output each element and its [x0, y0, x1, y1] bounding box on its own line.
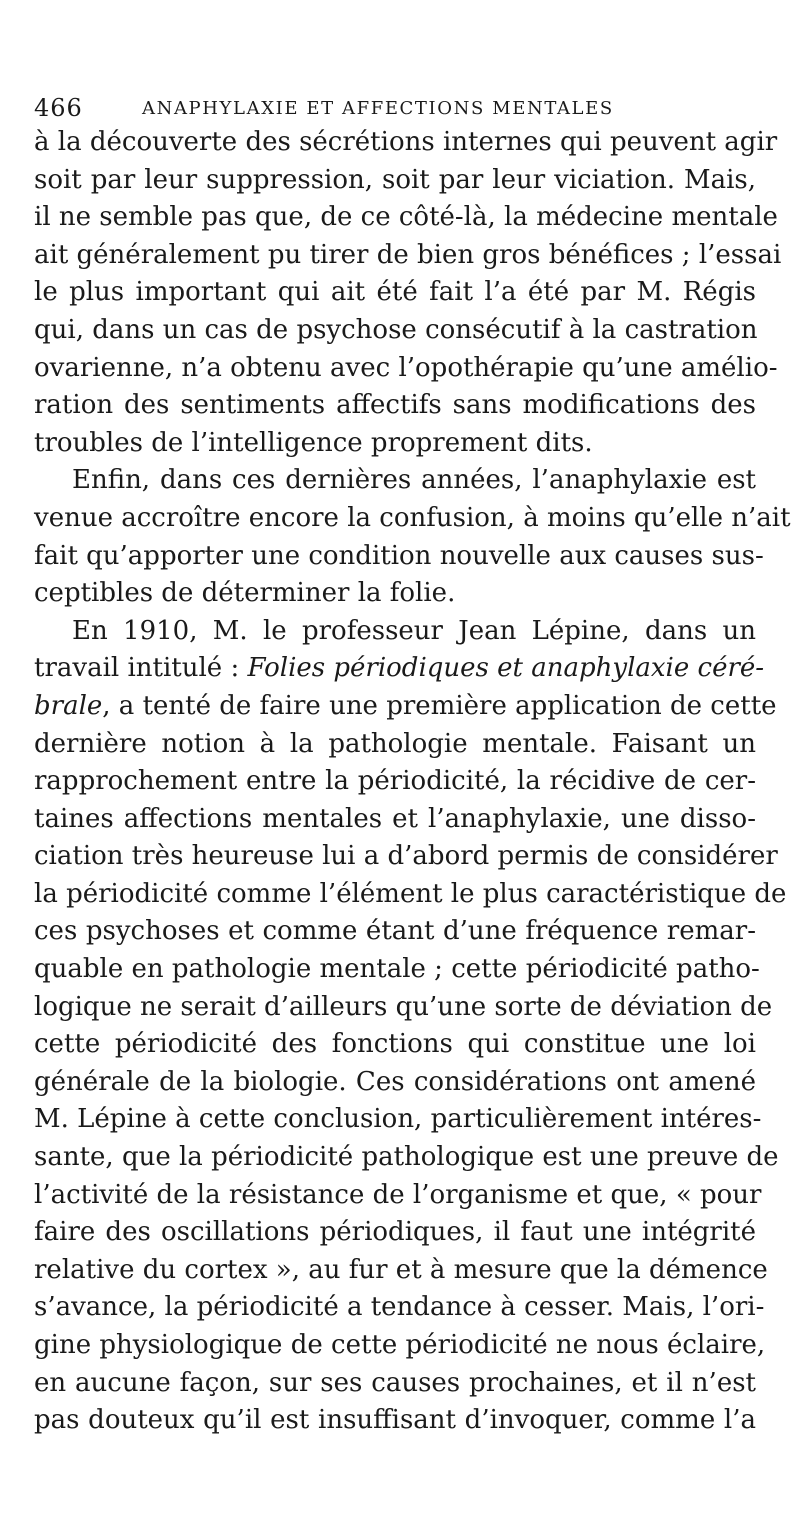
- text-line: le plus important qui ait été fait l’a été par M. Régis: [34, 277, 756, 308]
- text-line: En 1910, M. le professeur Jean Lépine, dans un: [72, 615, 756, 646]
- body-text: [34, 124, 791, 1440]
- page-number: 466: [34, 94, 83, 122]
- text-line: Enfin, dans ces dernières années, l’anaphylaxie est: [72, 465, 756, 496]
- text-line: pas douteux qu’il est insuffisant d’invoquer, comme l’a: [34, 1405, 756, 1436]
- text-line: ovarienne, n’a obtenu avec l’opothérapie qu’une amélio-: [34, 352, 778, 383]
- text-line: rapprochement entre la périodicité, la récidive de cer-: [34, 766, 756, 797]
- text-line: générale de la biologie. Ces considérations ont amené: [34, 1066, 756, 1097]
- text-line: soit par leur suppression, soit par leur viciation. Mais,: [34, 164, 756, 195]
- text-segment: travail intitulé :: [34, 653, 248, 684]
- text-line: à la découverte des sécrétions internes qui peuvent agir: [34, 127, 778, 157]
- text-line: l’activité de la résistance de l’organisme et que, « pour: [34, 1179, 762, 1210]
- text-line-with-title: [34, 650, 765, 688]
- text-line: relative du cortex », au fur et à mesure que la démence: [34, 1254, 768, 1285]
- text-line: faire des oscillations périodiques, il faut une intégrité: [34, 1217, 756, 1248]
- text-line: M. Lépine à cette conclusion, particulièrement intéres-: [34, 1104, 762, 1135]
- text-line: qui, dans un cas de psychose consécutif à la castration: [34, 314, 758, 345]
- text-line: ciation très heureuse lui a d’abord permis de considérer: [34, 841, 778, 872]
- text-line: cette périodicité des fonctions qui constitue une loi: [34, 1029, 756, 1060]
- text-line: venue accroître encore la confusion, à moins qu’elle n’ait: [34, 502, 791, 533]
- text-line: ration des sentiments affectifs sans modifications des: [34, 390, 756, 421]
- text-line: ces psychoses et comme étant d’une fréquence remar-: [34, 916, 756, 947]
- text-line: dernière notion à la pathologie mentale. Faisant un: [34, 728, 756, 759]
- text-segment: , a tenté de faire une première application de cette: [102, 690, 777, 721]
- text-line: [34, 688, 777, 726]
- text-line: ait généralement pu tirer de bien gros bénéfices ; l’essai: [34, 239, 782, 270]
- text-line: en aucune façon, sur ses causes prochaines, et il n’est: [34, 1367, 756, 1398]
- page-header: [34, 94, 756, 124]
- text-line: gine physiologique de cette périodicité ne nous éclaire,: [34, 1330, 766, 1360]
- text-line: fait qu’apporter une condition nouvelle aux causes sus-: [34, 540, 764, 571]
- running-head: ANAPHYLAXIE ET AFFECTIONS MENTALES: [142, 98, 614, 119]
- text-line: logique ne serait d’ailleurs qu’une sorte de déviation de: [34, 991, 773, 1022]
- text-line: sante, que la périodicité pathologique est une preuve de: [34, 1142, 779, 1173]
- text-line: quable en pathologie mentale ; cette périodicité patho-: [34, 954, 760, 985]
- italic-title-end: brale: [34, 690, 103, 721]
- text-line: s’avance, la périodicité a tendance à cesser. Mais, l’ori-: [34, 1292, 765, 1323]
- text-line: la périodicité comme l’élément le plus caractéristique de: [34, 878, 787, 909]
- text-line: ceptibles de déterminer la folie.: [34, 578, 456, 609]
- italic-title: Folies périodiques et anaphylaxie céré-: [247, 653, 765, 684]
- text-line: taines affections mentales et l’anaphylaxie, une disso-: [34, 803, 756, 834]
- text-line: il ne semble pas que, de ce côté-là, la médecine mentale: [34, 202, 778, 233]
- text-line: troubles de l’intelligence proprement dits.: [34, 427, 593, 458]
